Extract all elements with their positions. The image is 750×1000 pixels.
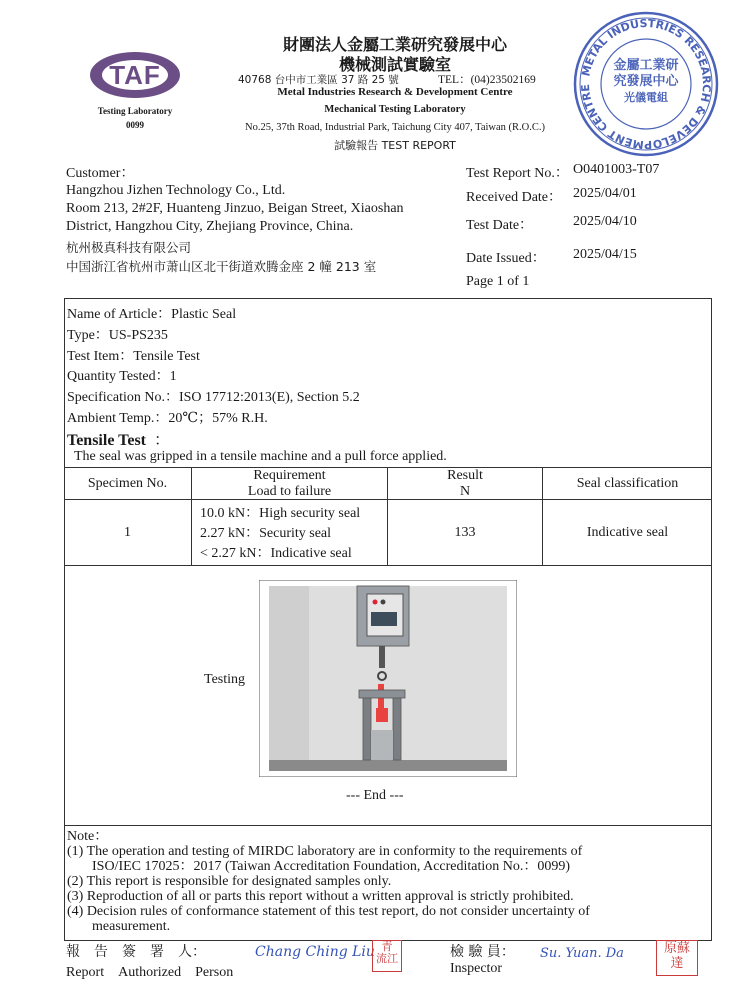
authorized-stamp (372, 940, 402, 972)
header-requirement-line2: Load to failure (247, 483, 332, 499)
taf-logo (88, 50, 182, 100)
inspector-signature: Su. Yuan. Da (540, 946, 624, 961)
report-title: 試驗報告 TEST REPORT (334, 139, 456, 152)
telephone: TEL：(04)23502169 (438, 74, 536, 86)
note-1-cont: ISO/IEC 17025：2017 (Taiwan Accreditation Foundation, Accreditation No.：0099) (92, 859, 571, 874)
test-date: 2025/04/10 (573, 214, 637, 229)
taf-line2: 0099 (126, 120, 144, 130)
requirement-security: 2.27 kN：Security seal (200, 526, 332, 541)
received-date: 2025/04/01 (573, 186, 637, 201)
header-result-line1: Result (447, 467, 483, 483)
inspector-stamp (656, 940, 698, 976)
customer-address-1: Room 213, 2#2F, Huanteng Jinzuo, Beigan Street, Xiaoshan (66, 201, 404, 216)
customer-name: Hangzhou Jizhen Technology Co., Ltd. (66, 183, 286, 198)
specimen-no-cell: 1 (124, 524, 131, 540)
inspector-label-en: Inspector (450, 961, 503, 976)
customer-address-2: District, Hangzhou City, Zhejiang Province, China. (66, 219, 354, 234)
note-4-cont: measurement. (92, 919, 171, 934)
date-issued-label: Date Issued： (466, 251, 546, 266)
header-requirement-line1: Requirement (253, 467, 326, 483)
article-type: Type：US-PS235 (67, 328, 168, 343)
note-1: (1) The operation and testing of MIRDC laboratory are in conformity to the requirements of (67, 844, 583, 859)
authorized-person-label-en: Report Authorized Person (66, 965, 234, 980)
inspector-label-cn: 檢 驗 員： (450, 944, 515, 960)
result-cell: 133 (454, 524, 476, 540)
tensile-description: The seal was gripped in a tensile machine and a pull force applied. (74, 449, 447, 464)
test-photo (259, 580, 517, 777)
tensile-title-text: Tensile Test (67, 432, 146, 449)
requirement-indicative: < 2.27 kN：Indicative seal (200, 546, 352, 561)
page-number: Page 1 of 1 (466, 274, 530, 289)
testing-label: Testing (204, 672, 246, 687)
header-result (388, 468, 542, 499)
seal-center-line-1: 金屬工業研 (613, 58, 679, 73)
requirement-high-security: 10.0 kN：High security seal (200, 506, 361, 521)
taf-logo-text: TAF (109, 60, 161, 90)
authorized-stamp-line2: 流江 (376, 952, 398, 965)
customer-label: Customer： (66, 166, 135, 181)
test-date-label: Test Date： (466, 218, 534, 233)
authorized-person-label-cn: 報 告 簽 署 人： (66, 944, 206, 960)
note-2: (2) This report is responsible for designated samples only. (67, 874, 392, 889)
customer-address-cn: 中国浙江省杭州市萧山区北干街道欢腾金座 2 幢 213 室 (66, 259, 377, 274)
authorized-signature: Chang Ching Liu (255, 944, 375, 960)
header-result-line2: N (459, 483, 471, 499)
report-no-label: Test Report No.： (466, 166, 569, 181)
report-no: O0401003-T07 (573, 162, 660, 177)
specification-no: Specification No.：ISO 17712:2013(E), Section 5.2 (67, 390, 360, 405)
ambient-temp: Ambient Temp.：20℃；57% R.H. (67, 411, 268, 426)
quantity-tested: Quantity Tested：1 (67, 369, 177, 384)
seal-center-line-3: 光儀電組 (624, 91, 668, 104)
inspector-stamp-line2: 達 (670, 956, 684, 971)
lab-name-en: Mechanical Testing Laboratory (324, 104, 466, 115)
tensile-title-colon: ： (154, 432, 171, 449)
end-marker: --- End --- (346, 788, 404, 803)
date-issued: 2025/04/15 (573, 247, 637, 262)
header-seal-classification: Seal classification (576, 475, 679, 491)
note-4: (4) Decision rules of conformance statement of this test report, do not consider uncertainty of (67, 904, 590, 919)
notes-top-line (64, 825, 712, 826)
address-en: No.25, 37th Road, Industrial Park, Taichung City 407, Taiwan (R.O.C.) (245, 122, 545, 133)
seal-center-line-2: 究發展中心 (613, 74, 679, 89)
notes-title: Note： (67, 829, 109, 844)
institute-seal (572, 10, 720, 158)
seal-ring-text: METAL INDUSTRIES RESEARCH & DEVELOPMENT CENTRE (578, 16, 714, 152)
header-specimen-no: Specimen No. (87, 475, 168, 491)
taf-line1: Testing Laboratory (97, 106, 173, 116)
table-row-bottom-line (64, 565, 712, 566)
note-3: (3) Reproduction of all or parts this report without a written approval is strictly prohibited. (67, 889, 574, 904)
received-date-label: Received Date： (466, 190, 563, 205)
article-name: Name of Article：Plastic Seal (67, 307, 237, 322)
inspector-stamp-line1: 原蘇 (663, 941, 690, 956)
requirement-cell (200, 504, 385, 564)
lab-name-cn: 機械測試實驗室 (338, 55, 451, 74)
test-item: Test Item：Tensile Test (67, 349, 200, 364)
org-name-en: Metal Industries Research & Development Centre (277, 86, 513, 98)
tensile-test-title (67, 427, 170, 450)
org-name-cn: 財團法人金屬工業研究發展中心 (282, 35, 507, 54)
header-requirement (192, 468, 387, 499)
classification-cell: Indicative seal (586, 524, 669, 540)
address-cn: 40768 台中市工業區 37 路 25 號 (238, 74, 399, 86)
customer-name-cn: 杭州极真科技有限公司 (66, 240, 192, 255)
authorized-stamp-line1: 青 (381, 940, 393, 953)
